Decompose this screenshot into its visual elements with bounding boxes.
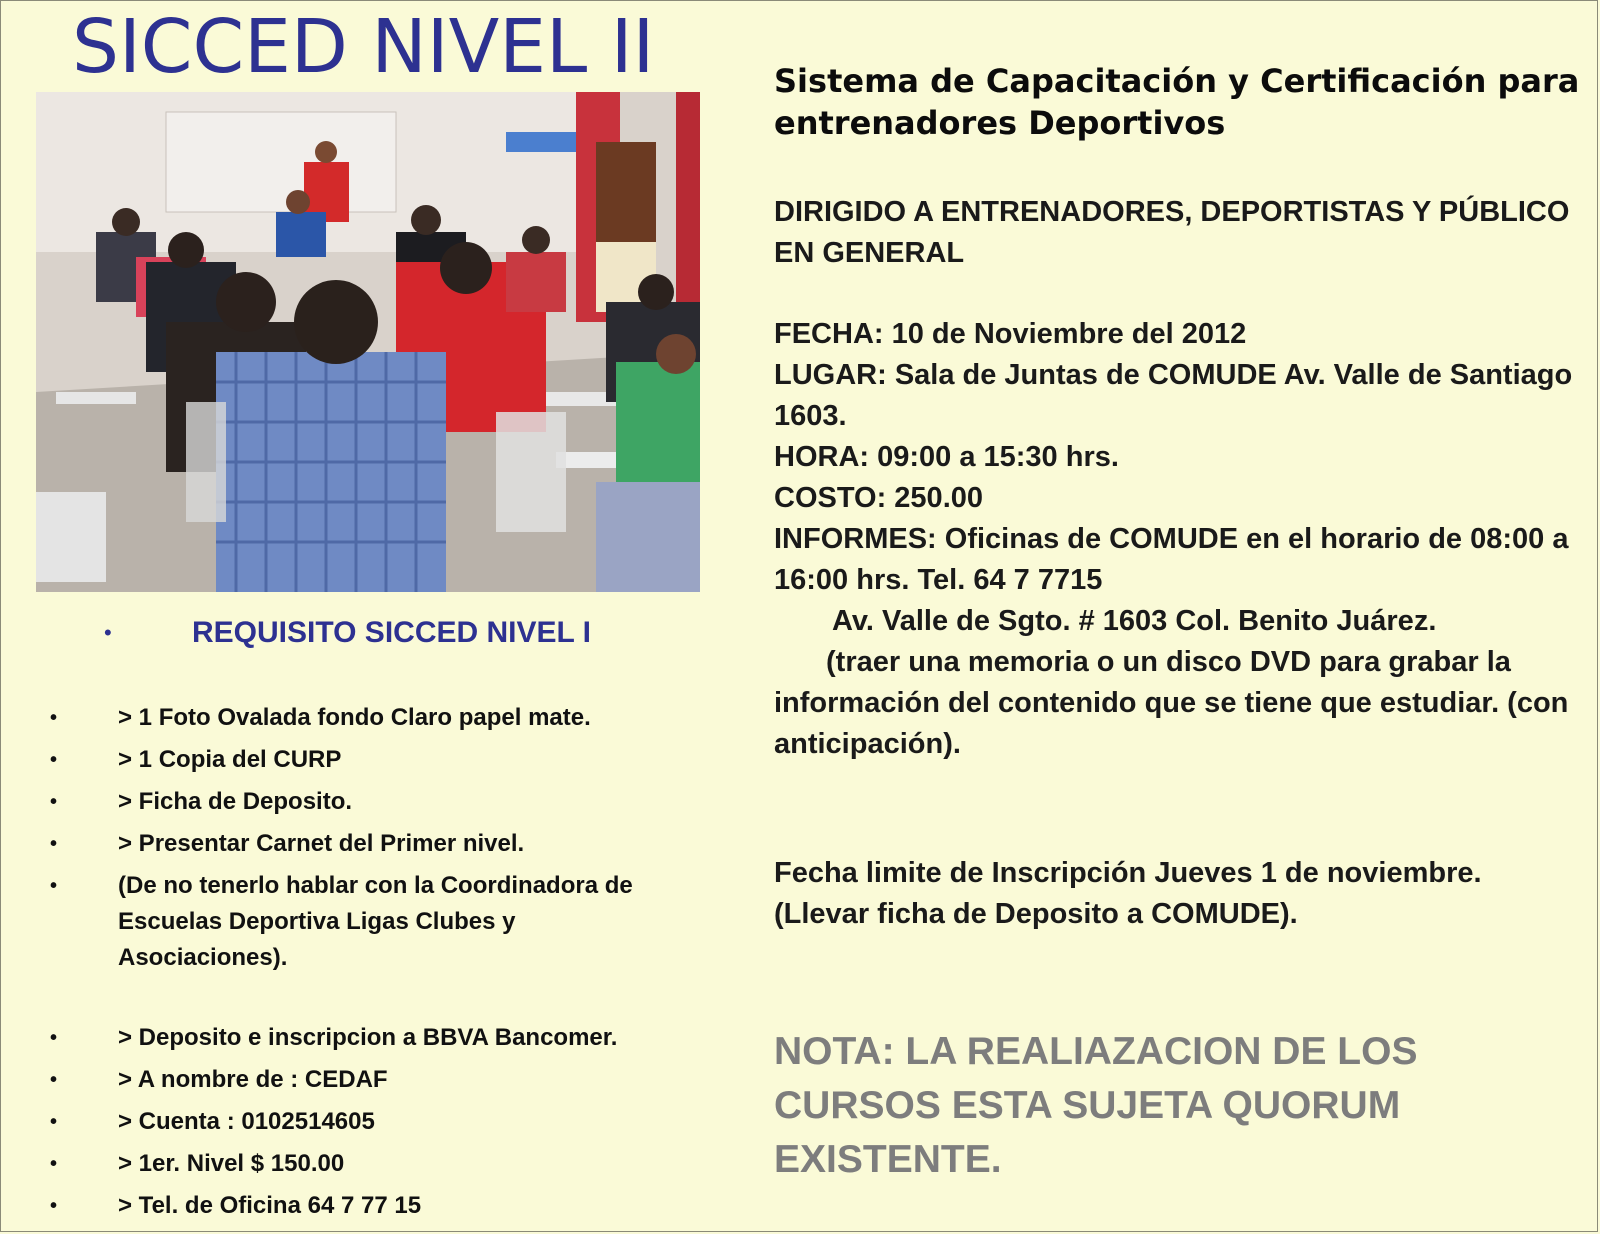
list-item: • > Presentar Carnet del Primer nivel. [50, 830, 525, 857]
page-title: SICCED NIVEL II [72, 4, 655, 90]
quorum-note: NOTA: LA REALIAZACION DE LOS CURSOS ESTA SUJETA QUORUM EXISTENTE. [774, 1030, 1418, 1181]
time-line: HORA: 09:00 a 15:30 hrs. [774, 441, 1119, 473]
course-subtitle: Sistema de Capacitación y Certificación para entrenadores Deportivos [774, 62, 1580, 142]
list-item: • > Ficha de Deposito. [50, 788, 353, 815]
requirements-title: REQUISITO SICCED NIVEL I [192, 616, 591, 649]
registration-deadline: Fecha limite de Inscripción Jueves 1 de noviembre. (Llevar ficha de Deposito a COMUDE). [774, 857, 1482, 930]
list-item: • > Tel. de Oficina 64 7 77 15 [50, 1192, 422, 1219]
list-item: • > Cuenta : 0102514605 [50, 1108, 375, 1135]
bullet-icon: • [104, 620, 112, 645]
cost-line: COSTO: 250.00 [774, 482, 984, 514]
audience-text: DIRIGIDO A ENTRENADORES, DEPORTISTAS Y PÚBLICO EN GENERAL [774, 196, 1570, 269]
list-item: • > Deposito e inscripcion a BBVA Bancomer. [50, 1024, 618, 1051]
requirements-list [50, 700, 690, 1230]
course-info [774, 60, 1584, 1187]
bring-note: (traer una memoria o un disco DVD para grabar la información del contenido que se tiene que estudiar. (con anticipación). [774, 646, 1569, 760]
date-line: FECHA: 10 de Noviembre del 2012 [774, 318, 1247, 350]
address-line: Av. Valle de Sgto. # 1603 Col. Benito Juárez. [832, 605, 1437, 637]
contact-line: INFORMES: Oficinas de COMUDE en el horario de 08:00 a 16:00 hrs. Tel. 64 7 7715 [774, 523, 1569, 596]
list-item: • > A nombre de : CEDAF [50, 1066, 388, 1093]
list-item: • (De no tenerlo hablar con la Coordinadora de Escuelas Deportiva Ligas Clubes y Asociaciones). [50, 872, 633, 971]
list-item: • > 1 Copia del CURP [50, 746, 342, 773]
list-item: • > 1er. Nivel $ 150.00 [50, 1150, 345, 1177]
requirements-heading [104, 613, 591, 653]
classroom-photo [36, 92, 700, 592]
list-item: • > 1 Foto Ovalada fondo Claro papel mate. [50, 704, 591, 731]
place-line: LUGAR: Sala de Juntas de COMUDE Av. Valle de Santiago 1603. [774, 359, 1573, 432]
